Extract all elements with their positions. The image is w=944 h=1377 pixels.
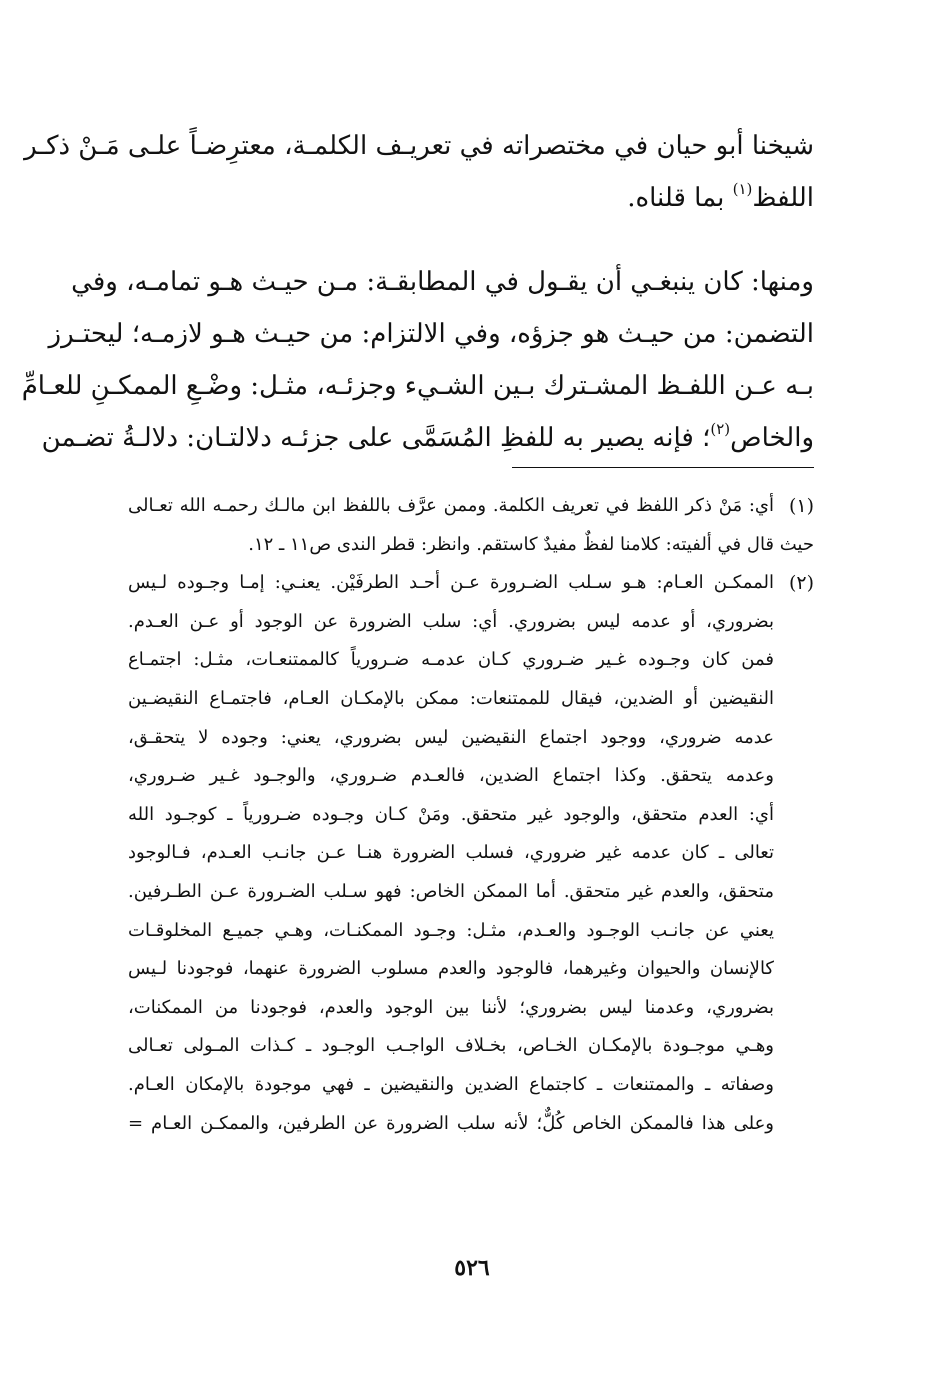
text-fragment: بما قلناه. (627, 183, 733, 213)
footnote-line: تعالى ـ كان عدمه غير ضروري، فسلب الضرورة هنـا عـن جانـب العـدم، فـالوجود (128, 842, 774, 864)
paragraph-2 (21, 256, 814, 464)
text-line: التضمن: من حيـث هو جزؤه، وفي الالتزام: من حيـث هـو لازمـه؛ ليحتـرز (48, 319, 814, 349)
footnote-line: أي: العدم متحقق، والوجود غير متحقق. ومَنْ كـان وجـوده ضـرورياً ـ كوجـود الله (128, 803, 774, 825)
text-fragment: ؛ فإنه يصير به للفظِ المُسَمَّى على جزئـه دلالتـان: دلالـةُ تضـمن (41, 423, 711, 453)
footnote-1 (128, 487, 814, 564)
footnotes (128, 487, 814, 1143)
footnote-line: وهـي موجـودة بالإمكـان الخـاص، بخـلاف الواجـب الوجـود ـ كـذات المـولى تعـالى (128, 1035, 774, 1057)
footnote-line: فمن كان وجـوده غـير ضـروري كـان عدمـه ضـرورياً كالممتنعـات، مثـل: اجتمـاع (128, 649, 774, 671)
footnote-line: بضروري، أو عدمه ليس بضروري. أي: سلب الضرورة عن الوجود أو عـن العـدم. (128, 610, 774, 632)
footnote-line: عدمه ضروري، ووجود اجتماع النقيضين ليس بضروري، يعني: وجوده لا يتحقـق، (128, 726, 774, 748)
text-fragment: اللفظ (752, 183, 814, 213)
footnote-line: يعني عن جانـب الوجـود والعـدم، مثـل: وجـود الممكنـات، وهـي جميـع المخلوقـات (128, 919, 774, 941)
footnote-line: وعدمه يتحقق. وكذا اجتماع الضدين، فالعـدم ضـروري، والوجـود غـير ضـروري، (128, 765, 774, 787)
footnote-line: أي: مَنْ ذكر اللفظ في تعريف الكلمة. وممن عرَّف باللفظ ابن مالـك رحمـه الله تعـالى (128, 495, 774, 516)
footnote-line: كالإنسان والحيوان وغيرهما، فالوجود والعدم مسلوب الضرورة عنهما، فوجودنا لـيس (128, 958, 774, 980)
footnote-line: حيث قال في ألفيته: كلامنا لفظٌ مفيدٌ كاستقم. وانظر: قطر الندى ص١١ ـ ١٢. (248, 533, 814, 555)
paragraph-1 (24, 120, 814, 224)
text-line (128, 172, 814, 224)
footnote-line: الممكـن العـام: هـو سـلب الضـرورة عـن أحـد الطرفَيْن. يعنـي: إمـا وجـوده لـيس (128, 572, 774, 594)
text-line: شيخنا أبو حيان في مختصراته في تعريـف الكلمـة، معترِضـاً علـى مَـنْ ذكـر (24, 131, 814, 161)
footnote-line: متحقق، والعدم غير متحقق. أما الممكن الخاص: فهو سـلب الضـرورة عـن الطـرفين. (128, 880, 774, 902)
footnote-number: (١) (788, 495, 814, 517)
text-line (41, 412, 814, 464)
footnote-line: وعلى هذا فالممكن الخاص كُلٌّ؛ لأنه سلب الضرورة عن الطرفين، والممكـن العـام = (128, 1112, 774, 1134)
footnote-2 (128, 564, 814, 1143)
text-line: بـه عـن اللفـظ المشـترك بـين الشـيء وجزئـه، مثـل: وضْـعِ الممكـنِ للعـامِّ (21, 371, 814, 401)
page-number: ٥٢٦ (454, 1255, 490, 1281)
paragraph-gap (128, 224, 814, 256)
footnote-ref-1[interactable]: (١) (732, 180, 753, 198)
footnote-line: وصفاته ـ والممتنعات ـ كاجتماع الضدين والنقيضين ـ فهي موجودة بالإمكان العـام. (128, 1073, 774, 1095)
footnote-separator (512, 467, 814, 468)
footnote-line: النقيضين أو الضدين، فيقال للممتنعات: ممكن بالإمكـان العـام، فاجتمـاع النقيضـين (128, 687, 774, 709)
text-fragment: والخاص (730, 423, 814, 453)
main-text (21, 120, 814, 464)
text-line: ومنها: كان ينبغـي أن يقـول في المطابقـة: مـن حيـث هـو تمامـه، وفي (71, 267, 814, 297)
footnote-ref-2[interactable]: (٢) (710, 420, 731, 438)
footnote-number: (٢) (788, 572, 814, 595)
footnote-line: بضروري، وعدمنا ليس بضروري؛ لأننا بين الوجود والعدم، فوجودنا من الممكنات، (128, 996, 774, 1018)
